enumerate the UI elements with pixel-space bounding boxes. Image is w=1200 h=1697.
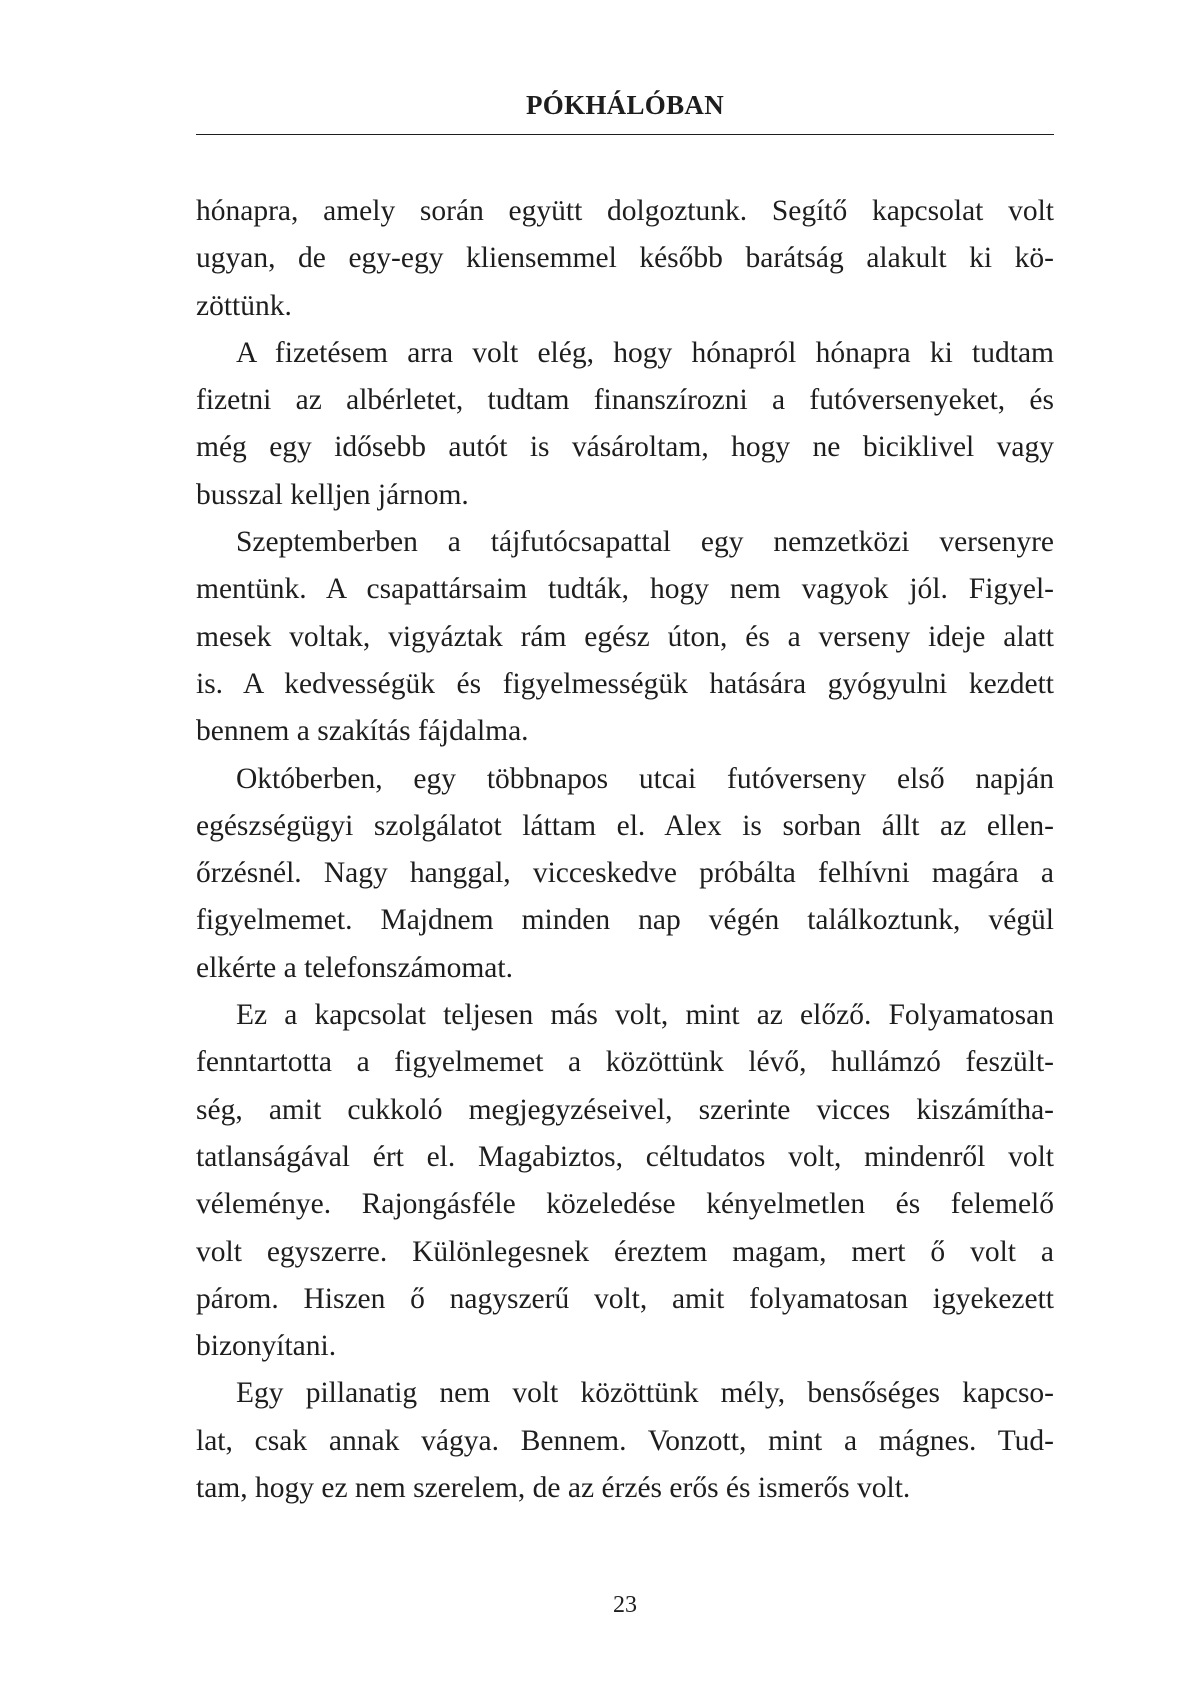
text-line: mentünk. A csapattársaim tudták, hogy nem vagyok jól. Figyel- [196, 573, 1054, 606]
text-line: zöttünk. [196, 289, 292, 322]
text-line: őrzésnél. Nagy hanggal, vicceskedve próbálta felhívni magára a [196, 857, 1054, 890]
text-line: véleménye. Rajongásféle közeledése kényelmetlen és felemelő [196, 1188, 1054, 1221]
header-rule [196, 134, 1054, 135]
text-line: volt egyszerre. Különlegesnek éreztem magam, mert ő volt a [196, 1235, 1054, 1268]
text-line: ség, amit cukkoló megjegyzéseivel, szerinte vicces kiszámítha- [196, 1093, 1054, 1126]
body-text [196, 188, 1054, 1512]
text-line: bennem a szakítás fájdalma. [196, 715, 529, 748]
text-line: bizonyítani. [196, 1330, 337, 1363]
text-line: fenntartotta a figyelmemet a közöttünk lévő, hullámzó feszült- [196, 1046, 1054, 1079]
text-line: Ez a kapcsolat teljesen más volt, mint az előző. Folyamatosan [236, 999, 1054, 1032]
text-line: lat, csak annak vágya. Bennem. Vonzott, mint a mágnes. Tud- [196, 1424, 1054, 1457]
text-line: busszal kelljen járnom. [196, 478, 469, 511]
text-line: még egy idősebb autót is vásároltam, hogy ne biciklivel vagy [196, 431, 1054, 464]
text-line: elkérte a telefonszámomat. [196, 951, 513, 984]
text-line: párom. Hiszen ő nagyszerű volt, amit folyamatosan igyekezett [196, 1282, 1054, 1315]
text-line: figyelmemet. Majdnem minden nap végén találkoztunk, végül [196, 904, 1054, 937]
text-line: is. A kedvességük és figyelmességük hatására gyógyulni kezdett [196, 667, 1054, 700]
text-line: tam, hogy ez nem szerelem, de az érzés erős és ismerős volt. [196, 1472, 911, 1505]
text-line: hónapra, amely során együtt dolgoztunk. Segítő kapcsolat volt [196, 195, 1054, 227]
text-line: mesek voltak, vigyáztak rám egész úton, és a verseny ideje alatt [196, 620, 1054, 653]
text-line: fizetni az albérletet, tudtam finanszírozni a futóversenyeket, és [196, 384, 1054, 417]
text-line: A fizetésem arra volt elég, hogy hónapról hónapra ki tudtam [236, 336, 1054, 369]
text-line: tatlanságával ért el. Magabiztos, céltudatos volt, mindenről volt [196, 1140, 1054, 1173]
text-line: Októberben, egy többnapos utcai futóverseny első napján [236, 762, 1054, 795]
text-line: ugyan, de egy-egy kliensemmel később barátság alakult ki kö- [196, 242, 1054, 275]
page-number: 23 [613, 1592, 637, 1618]
running-head: PÓKHÁLÓBAN [525, 90, 724, 120]
text-line: egészségügyi szolgálatot láttam el. Alex is sorban állt az ellen- [196, 809, 1054, 842]
text-line: Szeptemberben a tájfutócsapattal egy nemzetközi versenyre [236, 526, 1054, 559]
text-line: Egy pillanatig nem volt közöttünk mély, bensőséges kapcso- [236, 1377, 1054, 1410]
